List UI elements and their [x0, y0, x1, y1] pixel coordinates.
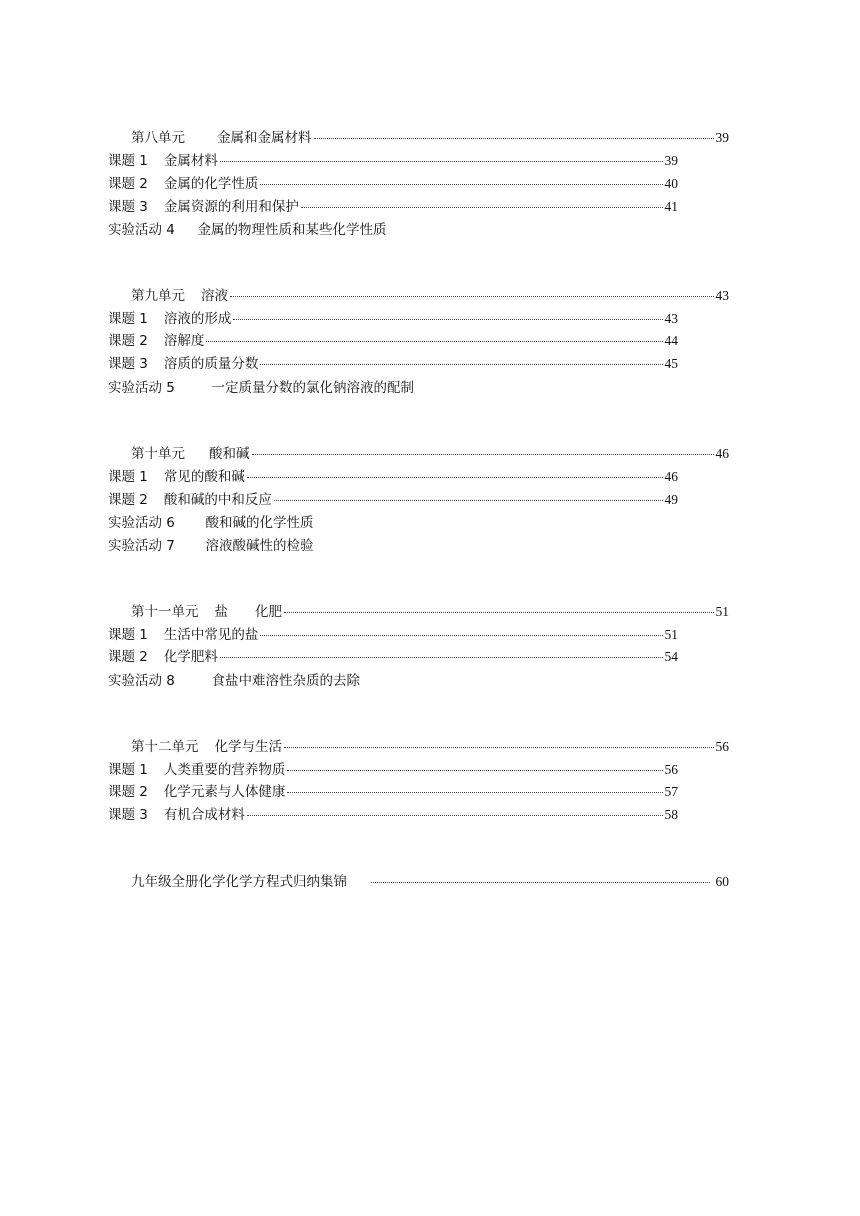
lesson-label: 课题 3: [108, 807, 148, 823]
lesson-label: 课题 2: [108, 492, 148, 508]
page-number: 46: [664, 469, 678, 484]
page-number: 45: [664, 356, 678, 371]
page-number: 44: [664, 333, 678, 348]
unit-label: 第十单元: [131, 446, 185, 462]
toc-lesson: [108, 783, 678, 801]
unit-label: 第十二单元: [131, 739, 199, 755]
unit-label: 第九单元: [131, 288, 185, 304]
lesson-label: 课题 1: [108, 627, 148, 643]
toc-activity: [108, 221, 386, 239]
toc-appendix: [131, 873, 729, 891]
page-number: 51: [715, 604, 729, 619]
lesson-label: 课题 2: [108, 649, 148, 665]
activity-label: 实验活动 6: [108, 515, 175, 531]
toc-lesson: [108, 491, 678, 509]
page-number: 54: [664, 649, 678, 664]
unit-label: 第十一单元: [131, 604, 199, 620]
leader-dots: [260, 635, 662, 636]
leader-dots: [220, 657, 663, 658]
lesson-title: 金属的化学性质: [163, 176, 259, 192]
leader-dots: [247, 477, 663, 478]
page-number: 51: [664, 627, 678, 642]
lesson-title: 人类重要的营养物质: [163, 762, 286, 778]
toc-activity: [108, 379, 414, 397]
unit-title: 溶液: [201, 288, 228, 304]
page-number: 40: [664, 176, 678, 191]
toc-unit-12: [131, 738, 729, 756]
lesson-label: 课题 1: [108, 762, 148, 778]
appendix-title: 九年级全册化学化学方程式归纳集锦: [131, 874, 347, 890]
toc-activity: [108, 672, 360, 690]
lesson-title: 酸和碱的中和反应: [163, 492, 272, 508]
lesson-label: 课题 2: [108, 176, 148, 192]
lesson-title: 溶液的形成: [163, 311, 232, 327]
activity-title: 金属的物理性质和某些化学性质: [197, 222, 387, 238]
lesson-label: 课题 1: [108, 469, 148, 485]
leader-dots: [284, 612, 714, 613]
leader-dots: [220, 161, 663, 162]
unit-label: 第八单元: [131, 130, 185, 146]
activity-label: 实验活动 4: [108, 222, 175, 238]
toc-unit-8: [131, 129, 729, 147]
lesson-title: 化学元素与人体健康: [163, 784, 286, 800]
leader-dots: [371, 882, 710, 883]
leader-dots: [260, 364, 662, 365]
page-number: 49: [664, 492, 678, 507]
page-number: 39: [715, 130, 729, 145]
leader-dots: [247, 815, 663, 816]
unit-title: 化学与生活: [214, 739, 282, 755]
toc-activity: [108, 514, 313, 532]
leader-dots: [287, 770, 662, 771]
toc-lesson: [108, 355, 678, 373]
lesson-title: 金属材料: [163, 153, 218, 169]
leader-dots: [252, 454, 714, 455]
page-number: 39: [664, 153, 678, 168]
lesson-label: 课题 1: [108, 153, 148, 169]
lesson-label: 课题 2: [108, 333, 148, 349]
lesson-title: 金属资源的利用和保护: [163, 199, 299, 215]
toc-lesson: [108, 806, 678, 824]
toc-unit-11: [131, 603, 729, 621]
toc-lesson: [108, 152, 678, 170]
lesson-label: 课题 2: [108, 784, 148, 800]
page-number: 41: [664, 199, 678, 214]
lesson-label: 课题 3: [108, 199, 148, 215]
activity-title: 酸和碱的化学性质: [205, 515, 314, 531]
leader-dots: [274, 500, 663, 501]
page-number: 58: [664, 807, 678, 822]
lesson-title: 常见的酸和碱: [163, 469, 245, 485]
page-number: 60: [715, 874, 729, 889]
toc-unit-9: [131, 287, 729, 305]
activity-label: 实验活动 8: [108, 673, 175, 689]
activity-title: 溶液酸碱性的检验: [205, 538, 314, 554]
toc-lesson: [108, 626, 678, 644]
leader-dots: [230, 296, 714, 297]
leader-dots: [301, 207, 663, 208]
activity-title: 一定质量分数的氯化钠溶液的配制: [211, 380, 414, 396]
toc-lesson: [108, 648, 678, 666]
leader-dots: [206, 341, 662, 342]
lesson-title: 溶解度: [163, 333, 205, 349]
lesson-label: 课题 3: [108, 356, 148, 372]
unit-title: 酸和碱: [209, 446, 250, 462]
page-number: 56: [715, 739, 729, 754]
page-number: 56: [664, 762, 678, 777]
page-number: 57: [664, 784, 678, 799]
activity-label: 实验活动 5: [108, 380, 175, 396]
page-number: 43: [715, 288, 729, 303]
leader-dots: [260, 184, 662, 185]
leader-dots: [287, 792, 662, 793]
toc-lesson: [108, 332, 678, 350]
activity-label: 实验活动 7: [108, 538, 175, 554]
toc-lesson: [108, 761, 678, 779]
leader-dots: [314, 138, 714, 139]
toc-activity: [108, 537, 313, 555]
lesson-title: 化学肥料: [163, 649, 218, 665]
page-number: 43: [664, 311, 678, 326]
toc-lesson: [108, 468, 678, 486]
leader-dots: [233, 319, 662, 320]
leader-dots: [284, 747, 714, 748]
toc-lesson: [108, 310, 678, 328]
lesson-label: 课题 1: [108, 311, 148, 327]
page-number: 46: [715, 446, 729, 461]
lesson-title: 有机合成材料: [163, 807, 245, 823]
lesson-title: 溶质的质量分数: [163, 356, 259, 372]
toc-lesson: [108, 198, 678, 216]
activity-title: 食盐中难溶性杂质的去除: [211, 673, 360, 689]
toc-unit-10: [131, 445, 729, 463]
toc-lesson: [108, 175, 678, 193]
unit-title: 盐 化肥: [214, 604, 282, 620]
lesson-title: 生活中常见的盐: [163, 627, 259, 643]
unit-title: 金属和金属材料: [217, 130, 312, 146]
